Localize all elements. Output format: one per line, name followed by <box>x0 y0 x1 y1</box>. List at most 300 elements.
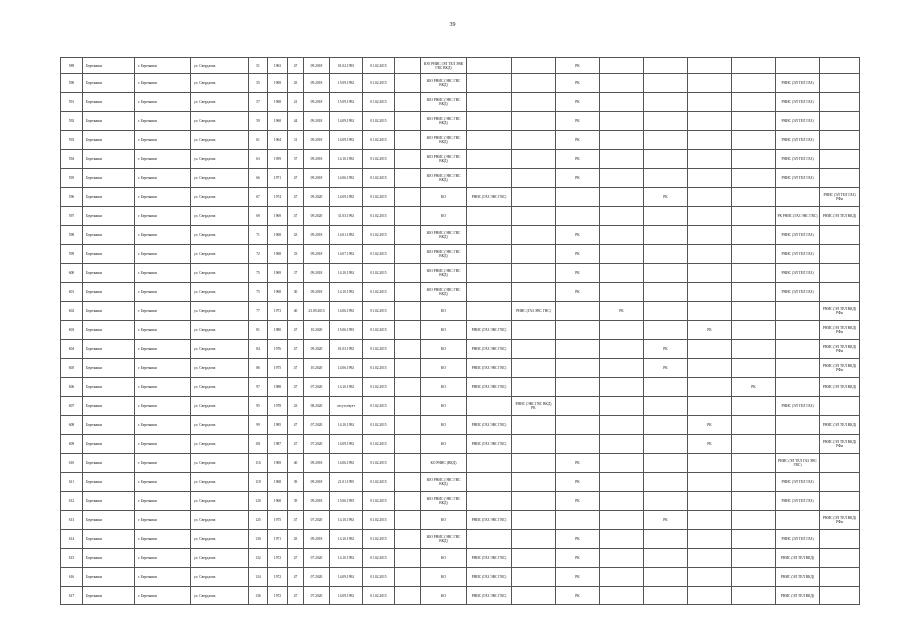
table-cell <box>395 150 421 169</box>
table-cell: РНИС (ЭЛ ТЕЛ ГАЗ ЭВС ГВС) <box>776 454 820 473</box>
table-cell: 09.2018 <box>304 226 330 245</box>
table-cell: ул. Свердлова <box>191 378 249 397</box>
table-cell: 10.2020 <box>304 359 330 378</box>
table-cell: РК <box>556 473 600 492</box>
table-cell: 09.2018 <box>304 245 330 264</box>
table-cell: РНИС (ГАЗ ЭВС ГВС) <box>467 549 512 568</box>
table-cell: 09.2018 <box>304 74 330 93</box>
table-cell: 23.09.2013 <box>304 302 330 321</box>
table-cell: 14.06.1992 <box>330 169 363 188</box>
table-cell <box>395 321 421 340</box>
table-row <box>61 454 860 473</box>
table-cell <box>644 397 688 416</box>
table-cell <box>732 435 776 454</box>
table-cell: 14.06.1992 <box>330 302 363 321</box>
table-cell: РК <box>688 435 732 454</box>
table-cell: 1963 <box>268 58 288 74</box>
table-cell: РК <box>644 359 688 378</box>
table-cell: КО <box>421 587 467 605</box>
table-cell <box>600 397 644 416</box>
table-cell: КО <box>421 188 467 207</box>
table-cell <box>776 511 820 530</box>
table-cell <box>776 302 820 321</box>
table-cell <box>395 112 421 131</box>
table-cell: 14.10.1992 <box>330 378 363 397</box>
table-cell: 07.2020 <box>304 416 330 435</box>
table-cell: РНИС (ЭЛ ТЕЛ ВКД) <box>776 549 820 568</box>
table-cell: 1976 <box>268 340 288 359</box>
table-cell <box>467 530 512 549</box>
table-cell: РНИС (ЭЛ ТЕЛ ГАЗ) <box>776 226 820 245</box>
table-cell <box>395 549 421 568</box>
table-cell: КО <box>421 435 467 454</box>
table-cell: 600 <box>61 264 83 283</box>
table-cell: г. Березники <box>135 112 191 131</box>
table-cell: 21.01.1995 <box>330 473 363 492</box>
table-cell: РНИС (ГАЗ ЭВС ГВС) <box>467 568 512 587</box>
table-cell: 14.10.1992 <box>330 530 363 549</box>
table-cell: 1968 <box>268 473 288 492</box>
table-cell: ул. Свердлова <box>191 435 249 454</box>
table-cell: 99 <box>249 416 268 435</box>
table-cell: г. Березники <box>135 587 191 605</box>
table-cell <box>600 321 644 340</box>
table-cell <box>467 454 512 473</box>
table-cell: РК <box>556 264 600 283</box>
table-row <box>61 378 860 397</box>
table-row <box>61 359 860 378</box>
table-cell: 132 <box>249 549 268 568</box>
table-cell <box>732 131 776 150</box>
table-cell: 614 <box>61 530 83 549</box>
table-cell: 597 <box>61 207 83 226</box>
table-cell: ул. Свердлова <box>191 112 249 131</box>
table-cell: 14.09.1992 <box>330 112 363 131</box>
table-cell <box>395 416 421 435</box>
table-cell: ЮО РНИС (ЭВС ГВС ВКД) <box>421 226 467 245</box>
table-cell <box>512 511 556 530</box>
table-cell <box>688 378 732 397</box>
table-cell <box>776 378 820 397</box>
housing-register-table <box>60 57 860 605</box>
table-cell <box>732 321 776 340</box>
table-row <box>61 169 860 188</box>
table-cell: ЮО РНИС (ЭВС ГВС ВКД) <box>421 245 467 264</box>
table-cell <box>512 549 556 568</box>
table-cell <box>395 264 421 283</box>
table-cell: 01.02.1993 <box>330 58 363 74</box>
table-cell: 01.02.2015 <box>363 492 395 511</box>
table-cell: 09.2018 <box>304 93 330 112</box>
table-cell <box>820 264 860 283</box>
table-cell <box>732 245 776 264</box>
table-cell: 120 <box>249 492 268 511</box>
table-cell: РНИС (ГАЗ ЭВС ГВС) <box>467 378 512 397</box>
table-cell <box>732 58 776 74</box>
table-cell: 47 <box>288 587 304 605</box>
table-cell <box>395 226 421 245</box>
table-cell <box>512 530 556 549</box>
table-cell <box>600 454 644 473</box>
table-cell <box>688 131 732 150</box>
table-cell: 47 <box>288 207 304 226</box>
table-cell: г. Березники <box>135 302 191 321</box>
table-cell <box>732 549 776 568</box>
table-cell: РК <box>732 378 776 397</box>
table-cell: 116 <box>249 454 268 473</box>
table-cell: 01.02.2015 <box>363 549 395 568</box>
table-cell: РК <box>556 74 600 93</box>
table-cell <box>732 207 776 226</box>
table-cell <box>600 226 644 245</box>
table-cell: 14.07.1992 <box>330 245 363 264</box>
table-cell <box>732 454 776 473</box>
table-cell <box>512 207 556 226</box>
table-cell: ул. Свердлова <box>191 568 249 587</box>
table-cell <box>644 283 688 302</box>
table-cell <box>820 150 860 169</box>
table-cell: 1968 <box>268 226 288 245</box>
table-cell: 39 <box>288 492 304 511</box>
table-cell <box>512 416 556 435</box>
table-cell: 1969 <box>268 454 288 473</box>
table-cell <box>512 58 556 74</box>
table-cell <box>644 245 688 264</box>
table-cell: 14.10.1992 <box>330 511 363 530</box>
table-cell: РНИС (ГАЗ ЭВС ГВС) <box>467 340 512 359</box>
table-cell: РНИС (ЭЛ ТЕЛ ВКД) РФн <box>820 321 860 340</box>
table-cell: ул. Свердлова <box>191 58 249 74</box>
table-cell <box>467 112 512 131</box>
table-cell: 14.09.1992 <box>330 568 363 587</box>
table-cell: 592 <box>61 112 83 131</box>
table-cell: 01.02.2015 <box>363 150 395 169</box>
table-cell: Березники <box>83 245 135 264</box>
table-cell <box>820 568 860 587</box>
table-cell: Березники <box>83 549 135 568</box>
table-cell <box>644 150 688 169</box>
table-cell: Березники <box>83 169 135 188</box>
table-cell: 595 <box>61 169 83 188</box>
table-cell: Березники <box>83 454 135 473</box>
table-cell: 01.02.2015 <box>363 264 395 283</box>
table-cell: 125 <box>249 511 268 530</box>
table-cell <box>600 207 644 226</box>
table-cell: Березники <box>83 587 135 605</box>
table-cell <box>688 359 732 378</box>
table-cell <box>600 359 644 378</box>
table-cell: 130 <box>249 530 268 549</box>
table-cell: РК <box>556 492 600 511</box>
table-cell: 01.02.2015 <box>363 587 395 605</box>
table-cell: 75 <box>249 283 268 302</box>
table-cell: 14.09.1992 <box>330 131 363 150</box>
table-cell <box>644 58 688 74</box>
table-cell: 01.02.2015 <box>363 93 395 112</box>
table-cell: 589 <box>61 58 83 74</box>
table-cell: 1971 <box>268 530 288 549</box>
table-cell <box>644 74 688 93</box>
table-cell <box>644 378 688 397</box>
table-cell <box>600 511 644 530</box>
table-cell <box>600 530 644 549</box>
table-cell: РК <box>556 226 600 245</box>
table-cell <box>644 587 688 605</box>
table-cell <box>556 302 600 321</box>
table-cell <box>467 150 512 169</box>
table-cell: РНИС (ГАЗ ЭВС ГВС) <box>467 511 512 530</box>
table-cell <box>820 530 860 549</box>
table-cell <box>732 226 776 245</box>
table-cell: Березники <box>83 226 135 245</box>
table-cell <box>395 245 421 264</box>
table-cell: 136 <box>249 587 268 605</box>
table-cell <box>732 150 776 169</box>
table-cell <box>732 568 776 587</box>
table-cell: Березники <box>83 264 135 283</box>
table-cell <box>688 492 732 511</box>
table-cell <box>732 283 776 302</box>
table-cell: РНИС (ГАЗ ЭВС ГВС) <box>467 587 512 605</box>
table-cell: 101 <box>249 435 268 454</box>
table-cell <box>395 207 421 226</box>
table-cell: РНИС (ЭЛ ТЕЛ ГАЗ) <box>776 283 820 302</box>
table-cell: РНИС (ЭЛ ТЕЛ ГАЗ) <box>776 150 820 169</box>
table-cell <box>512 587 556 605</box>
table-cell: ул. Свердлова <box>191 226 249 245</box>
table-cell: ЮО РНИС (ЭВС ГВС ВКД) <box>421 93 467 112</box>
table-cell: РК <box>556 283 600 302</box>
table-cell <box>395 511 421 530</box>
table-cell: 47 <box>288 435 304 454</box>
table-cell <box>467 226 512 245</box>
table-cell <box>820 226 860 245</box>
table-cell: 607 <box>61 397 83 416</box>
table-cell: РК <box>556 549 600 568</box>
table-cell: РНИС (ГАЗ ЭВС ГВС) <box>467 188 512 207</box>
table-cell <box>820 74 860 93</box>
table-cell: Березники <box>83 530 135 549</box>
table-cell: РК <box>556 58 600 74</box>
table-cell: отсутствует <box>330 397 363 416</box>
table-cell: Березники <box>83 321 135 340</box>
table-cell: г. Березники <box>135 150 191 169</box>
table-cell: 01.02.2015 <box>363 340 395 359</box>
table-cell: КО <box>421 340 467 359</box>
table-cell: 01.02.2015 <box>363 511 395 530</box>
table-cell: г. Березники <box>135 454 191 473</box>
table-cell <box>395 492 421 511</box>
table-cell <box>688 188 732 207</box>
table-cell: ул. Свердлова <box>191 283 249 302</box>
table-row <box>61 93 860 112</box>
table-cell: 08.2020 <box>304 397 330 416</box>
table-cell: 14.09.1992 <box>330 188 363 207</box>
table-cell: 01.02.2015 <box>363 454 395 473</box>
table-cell <box>688 93 732 112</box>
table-cell <box>512 245 556 264</box>
table-cell: 01.02.2015 <box>363 397 395 416</box>
table-cell <box>512 340 556 359</box>
table-cell: РНИС (ЭВС ГВС ВКД) РК <box>512 397 556 416</box>
table-cell: ул. Свердлова <box>191 131 249 150</box>
table-cell: 596 <box>61 188 83 207</box>
table-cell: Березники <box>83 340 135 359</box>
table-row <box>61 549 860 568</box>
table-cell <box>688 150 732 169</box>
table-cell <box>512 321 556 340</box>
table-cell: 613 <box>61 511 83 530</box>
table-cell: 47 <box>288 169 304 188</box>
table-cell: 01.02.2015 <box>363 112 395 131</box>
table-row <box>61 397 860 416</box>
table-cell: 01.02.2015 <box>363 378 395 397</box>
table-cell: 15.06.1993 <box>330 321 363 340</box>
table-cell: 14.06.1992 <box>330 454 363 473</box>
table-cell: КО <box>421 568 467 587</box>
table-cell: 01.02.2015 <box>363 74 395 93</box>
table-cell: 1968 <box>268 93 288 112</box>
table-cell: 598 <box>61 226 83 245</box>
table-cell: 01.02.2015 <box>363 435 395 454</box>
table-cell: 09.2018 <box>304 454 330 473</box>
table-cell <box>395 359 421 378</box>
table-cell <box>556 378 600 397</box>
table-cell <box>732 74 776 93</box>
table-cell: РНИС (ЭЛ ТЕЛ ГАЗ) <box>776 245 820 264</box>
table-cell: 1975 <box>268 511 288 530</box>
table-cell <box>688 264 732 283</box>
table-cell: ЮО РНИС (ЭВС ГВС ВКД) <box>421 530 467 549</box>
table-cell <box>688 58 732 74</box>
table-cell: 47 <box>288 188 304 207</box>
table-cell: 605 <box>61 359 83 378</box>
table-cell: 40 <box>288 302 304 321</box>
table-cell <box>600 150 644 169</box>
table-row <box>61 150 860 169</box>
table-cell: 44 <box>288 112 304 131</box>
table-cell <box>732 530 776 549</box>
table-cell <box>820 169 860 188</box>
table-cell: 84 <box>249 340 268 359</box>
table-cell <box>600 245 644 264</box>
table-row <box>61 112 860 131</box>
table-cell <box>556 359 600 378</box>
table-cell: Березники <box>83 93 135 112</box>
table-cell: Березники <box>83 207 135 226</box>
table-cell <box>732 340 776 359</box>
table-cell <box>395 169 421 188</box>
table-cell: КО <box>421 302 467 321</box>
table-cell <box>776 435 820 454</box>
table-cell: РК <box>556 587 600 605</box>
table-cell: г. Березники <box>135 340 191 359</box>
table-cell: 45 <box>288 530 304 549</box>
table-cell: 1980 <box>268 321 288 340</box>
table-row <box>61 492 860 511</box>
table-cell: РК <box>688 321 732 340</box>
table-cell: 1973 <box>268 302 288 321</box>
table-cell <box>776 340 820 359</box>
table-cell: 57 <box>249 93 268 112</box>
table-cell: 01.02.2015 <box>363 207 395 226</box>
table-cell: 47 <box>288 378 304 397</box>
table-cell <box>732 93 776 112</box>
table-cell <box>600 188 644 207</box>
table-cell: РНИС (ГАЗ ЭВС ГВС) <box>467 416 512 435</box>
table-cell: 01.02.2015 <box>363 530 395 549</box>
table-cell <box>732 188 776 207</box>
table-cell: 95 <box>249 397 268 416</box>
table-cell: 63 <box>249 150 268 169</box>
table-cell: ул. Свердлова <box>191 473 249 492</box>
table-cell: г. Березники <box>135 245 191 264</box>
table-cell <box>600 131 644 150</box>
table-cell <box>732 264 776 283</box>
table-cell: г. Березники <box>135 321 191 340</box>
table-cell: 33 <box>288 245 304 264</box>
table-cell: 07.2020 <box>304 549 330 568</box>
table-cell <box>820 473 860 492</box>
table-cell: ЮО РНИС (ЭВС ГВС ВКД) <box>421 264 467 283</box>
table-cell <box>512 283 556 302</box>
table-cell: г. Березники <box>135 58 191 74</box>
table-cell <box>556 435 600 454</box>
table-cell: 14.10.1992 <box>330 150 363 169</box>
table-cell: ул. Свердлова <box>191 93 249 112</box>
table-cell <box>467 207 512 226</box>
table-cell <box>776 416 820 435</box>
table-cell: РНИС (ЭЛ ТЕЛ ВКД) <box>820 207 860 226</box>
table-cell <box>512 226 556 245</box>
table-cell: 09.2018 <box>304 58 330 74</box>
table-cell: 601 <box>61 283 83 302</box>
table-cell: 134 <box>249 568 268 587</box>
table-cell <box>556 511 600 530</box>
table-cell: 1971 <box>268 169 288 188</box>
table-cell <box>395 188 421 207</box>
table-cell <box>644 435 688 454</box>
table-cell <box>688 112 732 131</box>
table-cell <box>644 226 688 245</box>
table-cell: 47 <box>288 549 304 568</box>
table-cell <box>688 397 732 416</box>
table-cell: Березники <box>83 568 135 587</box>
table-row <box>61 321 860 340</box>
table-cell: КО <box>421 397 467 416</box>
table-cell: Березники <box>83 283 135 302</box>
table-cell: РК <box>644 511 688 530</box>
table-cell: РК <box>556 131 600 150</box>
table-cell <box>688 511 732 530</box>
table-cell: Березники <box>83 150 135 169</box>
table-cell: ул. Свердлова <box>191 150 249 169</box>
table-cell: 01.03.1992 <box>330 340 363 359</box>
table-cell <box>644 492 688 511</box>
table-cell: 66 <box>249 169 268 188</box>
table-cell <box>600 416 644 435</box>
table-cell: 47 <box>288 58 304 74</box>
table-cell: РНИС (ГАЗ ЭВС ГВС) <box>467 321 512 340</box>
table-cell: 617 <box>61 587 83 605</box>
table-cell: Березники <box>83 58 135 74</box>
table-row <box>61 131 860 150</box>
table-cell: ЮО РНИС (ЭВС ГВС ВКД) <box>421 169 467 188</box>
table-row <box>61 74 860 93</box>
table-cell: ул. Свердлова <box>191 74 249 93</box>
table-cell: 31 <box>288 131 304 150</box>
table-cell: 1972 <box>268 549 288 568</box>
